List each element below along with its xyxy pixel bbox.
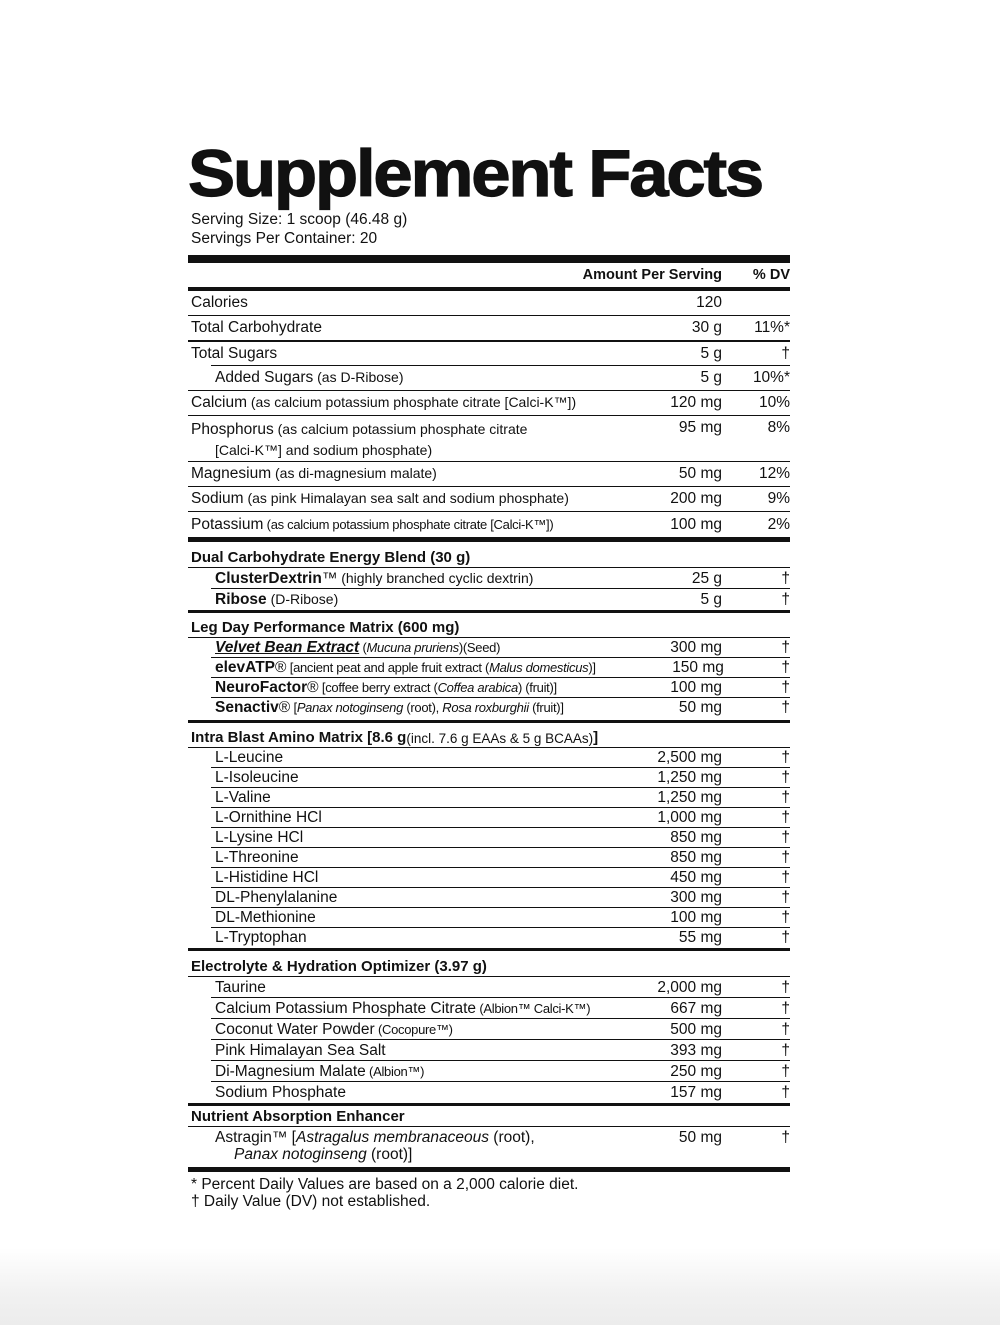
ingredient-row: [188, 977, 790, 998]
page-bottom-band: [0, 1248, 1000, 1325]
ingredient-detail: (Albion™): [365, 1063, 425, 1079]
ingredient-name: DL-Methionine: [215, 909, 316, 926]
ingredient-name: elevATP: [215, 659, 276, 676]
ingredient-dv: †: [781, 999, 790, 1017]
nutrient-name: Added Sugars: [215, 369, 314, 386]
ingredient-detail: (: [359, 640, 367, 655]
ingredient-detail: (root),: [488, 1129, 535, 1146]
ingredient-latin: Astragalus membranaceous: [295, 1129, 489, 1146]
ingredient-dv: †: [781, 769, 790, 786]
ingredient-dv: †: [781, 590, 790, 608]
ingredient-dv: †: [781, 1083, 790, 1101]
ingredient-dv: †: [781, 679, 790, 696]
ingredient-amount: 393 mg: [670, 1041, 722, 1059]
blend-title-leg-day: Leg Day Performance Matrix (600 mg): [188, 613, 790, 638]
nutrient-row-total-sugars: [188, 342, 790, 366]
nutrient-detail: (as calcium potassium phosphate citrate [Calci-K™]): [263, 516, 554, 532]
ingredient-name: NeuroFactor: [215, 679, 308, 696]
ingredient-row: [188, 658, 790, 678]
ingredient-name: L-Ornithine HCl: [215, 809, 322, 826]
serving-size: Serving Size: 1 scoop (46.48 g): [191, 211, 408, 228]
nutrient-detail: (as calcium potassium phosphate citrate [Calci-K™]): [246, 394, 577, 410]
ingredient-row: [188, 868, 790, 888]
ingredient-detail: )]: [588, 660, 596, 675]
ingredient-dv: †: [781, 829, 790, 846]
trademark: ™: [321, 569, 338, 587]
ingredient-dv: †: [781, 929, 790, 946]
nutrient-name: Calcium: [191, 394, 247, 411]
ingredient-latin: Rosa roxburghii: [442, 700, 529, 715]
ingredient-amount: 1,250 mg: [657, 769, 722, 786]
label-title: Supplement Facts: [188, 136, 763, 210]
ingredient-row: [188, 828, 790, 848]
ingredient-amount: 25 g: [691, 569, 722, 587]
ingredient-detail: (D-Ribose): [266, 590, 339, 607]
ingredient-dv: †: [781, 749, 790, 766]
blend-title-energy: Dual Carbohydrate Energy Blend (30 g): [188, 542, 790, 568]
nutrient-row-added-sugars: [188, 366, 790, 391]
ingredient-row: [188, 788, 790, 808]
ingredient-dv: †: [781, 659, 790, 676]
nutrient-name: Magnesium: [191, 465, 272, 482]
footnote-dv: * Percent Daily Values are based on a 2,000 calorie diet.: [191, 1176, 579, 1193]
nutrient-amount: 100 mg: [670, 515, 722, 533]
ingredient-dv: †: [781, 1062, 790, 1080]
ingredient-amount: 250 mg: [670, 1062, 722, 1080]
nutrient-row-calories: [188, 291, 790, 316]
ingredient-detail: )(Seed): [458, 640, 501, 655]
ingredient-dv: †: [781, 1129, 790, 1146]
ingredient-row: [188, 638, 790, 658]
ingredient-dv: †: [781, 699, 790, 716]
ingredient-amount: 2,500 mg: [657, 749, 722, 766]
ingredient-name: DL-Phenylalanine: [215, 889, 338, 906]
ingredient-dv: †: [781, 849, 790, 866]
ingredient-amount: 450 mg: [670, 869, 722, 886]
bottom-divider: [188, 1167, 790, 1172]
ingredient-amount: 100 mg: [670, 679, 722, 696]
ingredient-row: [188, 908, 790, 928]
nutrient-amount: 30 g: [691, 319, 722, 336]
ingredient-amount: 300 mg: [670, 889, 722, 906]
ingredient-name: L-Lysine HCl: [215, 829, 304, 846]
ingredient-name: L-Valine: [215, 789, 271, 806]
ingredient-latin: Mucuna pruriens: [366, 640, 459, 655]
ingredient-name: Astragin™ [: [215, 1129, 296, 1146]
ingredient-amount: 2,000 mg: [657, 978, 722, 996]
nutrient-detail: (as D-Ribose): [313, 369, 404, 385]
electrolyte-list: [188, 977, 790, 1103]
ingredient-amount: 500 mg: [670, 1020, 722, 1038]
ingredient-latin: Panax notoginseng: [296, 700, 404, 715]
footnote-dagger: † Daily Value (DV) not established.: [191, 1193, 431, 1210]
ingredient-amount: 100 mg: [670, 909, 722, 926]
nutrient-detail: (as di-magnesium malate): [271, 465, 437, 481]
blend-title-absorption: Nutrient Absorption Enhancer: [188, 1106, 790, 1127]
ingredient-dv: †: [781, 1041, 790, 1059]
ingredient-latin: Panax notoginseng: [234, 1146, 367, 1163]
nutrient-row-magnesium: [188, 462, 790, 487]
ingredient-detail: (root),: [403, 700, 443, 715]
ingredient-row: [188, 678, 790, 698]
ingredient-detail: (Cocopure™): [374, 1021, 453, 1037]
ingredient-row: [188, 1082, 790, 1103]
servings-per-container: Servings Per Container: 20: [191, 230, 378, 247]
ingredient-row: [188, 698, 790, 718]
ingredient-dv: †: [781, 909, 790, 926]
nutrient-row-calcium: [188, 391, 790, 416]
ingredient-amount: 157 mg: [670, 1083, 722, 1101]
ingredient-amount: 1,000 mg: [657, 809, 722, 826]
ingredient-row: [188, 998, 790, 1019]
ingredient-detail: [ancient peat and apple fruit extract (: [286, 660, 490, 675]
ingredient-row: [188, 589, 790, 610]
nutrient-amount: 50 mg: [678, 465, 722, 482]
nutrient-detail: (as pink Himalayan sea salt and sodium phosphate): [243, 490, 569, 506]
ingredient-name: Velvet Bean Extract: [215, 639, 360, 656]
ingredient-amount: 5 g: [700, 590, 722, 608]
ingredient-row: [188, 928, 790, 948]
ingredient-amount: 300 mg: [670, 639, 722, 656]
ingredient-name: L-Threonine: [215, 849, 299, 866]
ingredient-name: L-Leucine: [215, 749, 284, 766]
nutrient-name: Phosphorus: [191, 421, 274, 438]
nutrient-dv: 2%: [767, 515, 790, 533]
ingredient-amount: 850 mg: [670, 829, 722, 846]
amino-list: [188, 748, 790, 948]
ingredient-row: [188, 808, 790, 828]
nutrient-amount: 5 g: [700, 369, 722, 386]
nutrient-detail: (as calcium potassium phosphate citrate: [273, 421, 528, 437]
ingredient-row-astragin: [188, 1127, 790, 1167]
ingredient-detail: (fruit)]: [528, 700, 564, 715]
nutrient-dv: 10%: [758, 394, 790, 411]
trademark: ®: [278, 699, 291, 716]
ingredient-amount: 850 mg: [670, 849, 722, 866]
nutrient-amount: 5 g: [700, 345, 722, 362]
ingredient-row: [188, 888, 790, 908]
nutrient-dv: 8%: [767, 419, 790, 436]
ingredient-name: Di-Magnesium Malate: [215, 1062, 366, 1080]
ingredient-amount: 1,250 mg: [657, 789, 722, 806]
blend-title-bracket: ]: [593, 729, 599, 746]
nutrient-dv: 11%*: [754, 319, 790, 336]
nutrient-row-sodium: [188, 487, 790, 512]
ingredient-dv: †: [781, 789, 790, 806]
ingredient-detail: ) (fruit)]: [517, 680, 557, 695]
trademark: ®: [307, 679, 319, 696]
nutrient-row-total-carbohydrate: [188, 316, 790, 342]
nutrient-name: Sodium: [191, 490, 244, 507]
ingredient-amount: 50 mg: [678, 699, 722, 716]
ingredient-dv: †: [781, 978, 790, 996]
nutrient-name: Total Sugars: [191, 345, 278, 362]
ingredient-detail: (Albion™ Calci-K™): [476, 1000, 591, 1016]
ingredient-name: Coconut Water Powder: [215, 1020, 375, 1038]
ingredient-row: [188, 1040, 790, 1061]
ingredient-row: [188, 1061, 790, 1082]
ingredient-dv: †: [781, 1020, 790, 1038]
blend-title-amino: [188, 723, 790, 748]
ingredient-amount: 667 mg: [670, 999, 723, 1017]
nutrient-dv: 9%: [767, 490, 790, 507]
dv-header: % DV: [752, 267, 790, 283]
nutrient-name: Calories: [191, 294, 248, 311]
ingredient-name: Sodium Phosphate: [215, 1083, 346, 1101]
nutrient-amount: 95 mg: [678, 419, 722, 436]
ingredient-name: L-Isoleucine: [215, 769, 299, 786]
nutrient-detail-cont: [Calci-K™] and sodium phosphate): [215, 442, 433, 458]
supplement-facts-label: [188, 136, 790, 1210]
ingredient-dv: †: [781, 639, 790, 656]
ingredient-row: [188, 768, 790, 788]
ingredient-name: L-Tryptophan: [215, 929, 307, 946]
ingredient-name: Pink Himalayan Sea Salt: [215, 1041, 386, 1059]
ingredient-detail: [coffee berry extract (: [318, 680, 438, 695]
nutrient-name: Total Carbohydrate: [191, 319, 322, 336]
nutrient-amount: 200 mg: [670, 490, 722, 507]
column-header: [188, 263, 790, 287]
ingredient-amount: 50 mg: [678, 1129, 722, 1146]
ingredient-row: [188, 1019, 790, 1040]
nutrient-row-phosphorus: [188, 416, 790, 462]
ingredient-amount: 55 mg: [678, 929, 722, 946]
ingredient-dv: †: [781, 569, 790, 587]
ingredient-row: [188, 568, 790, 589]
blend-title-electrolyte: Electrolyte & Hydration Optimizer (3.97 g): [188, 951, 790, 977]
ingredient-amount: 150 mg: [672, 659, 724, 676]
nutrient-dv: †: [781, 345, 790, 362]
trademark: ®: [275, 659, 287, 676]
nutrient-dv: 10%*: [752, 369, 790, 386]
ingredient-latin: Coffea arabica: [437, 680, 518, 695]
ingredient-row: [188, 748, 790, 768]
ingredient-name: Calcium Potassium Phosphate Citrate: [215, 999, 477, 1017]
thick-divider: [188, 255, 790, 263]
ingredient-name: ClusterDextrin: [215, 569, 322, 587]
ingredient-latin: Malus domesticus: [489, 660, 589, 675]
ingredient-detail: (root)]: [366, 1146, 413, 1163]
blend-title-main: Intra Blast Amino Matrix [8.6 g: [191, 729, 407, 746]
ingredient-dv: †: [781, 869, 790, 886]
ingredient-name: Senactiv: [215, 699, 279, 716]
nutrient-row-potassium: [188, 512, 790, 537]
ingredient-row: [188, 848, 790, 868]
ingredient-name: Ribose: [215, 590, 267, 608]
ingredient-detail: (highly branched cyclic dextrin): [337, 569, 534, 586]
ingredient-dv: †: [781, 889, 790, 906]
ingredient-name: Taurine: [215, 978, 266, 996]
nutrient-dv: 12%: [758, 465, 790, 482]
ingredient-dv: †: [781, 809, 790, 826]
nutrient-amount: 120: [696, 294, 722, 311]
nutrient-amount: 120 mg: [670, 394, 722, 411]
nutrient-name: Potassium: [191, 515, 264, 533]
blend-title-detail: (incl. 7.6 g EAAs & 5 g BCAAs): [406, 731, 594, 746]
amount-per-serving-header: Amount Per Serving: [582, 267, 722, 283]
ingredient-name: L-Histidine HCl: [215, 869, 319, 886]
ingredient-detail: [: [290, 700, 297, 715]
